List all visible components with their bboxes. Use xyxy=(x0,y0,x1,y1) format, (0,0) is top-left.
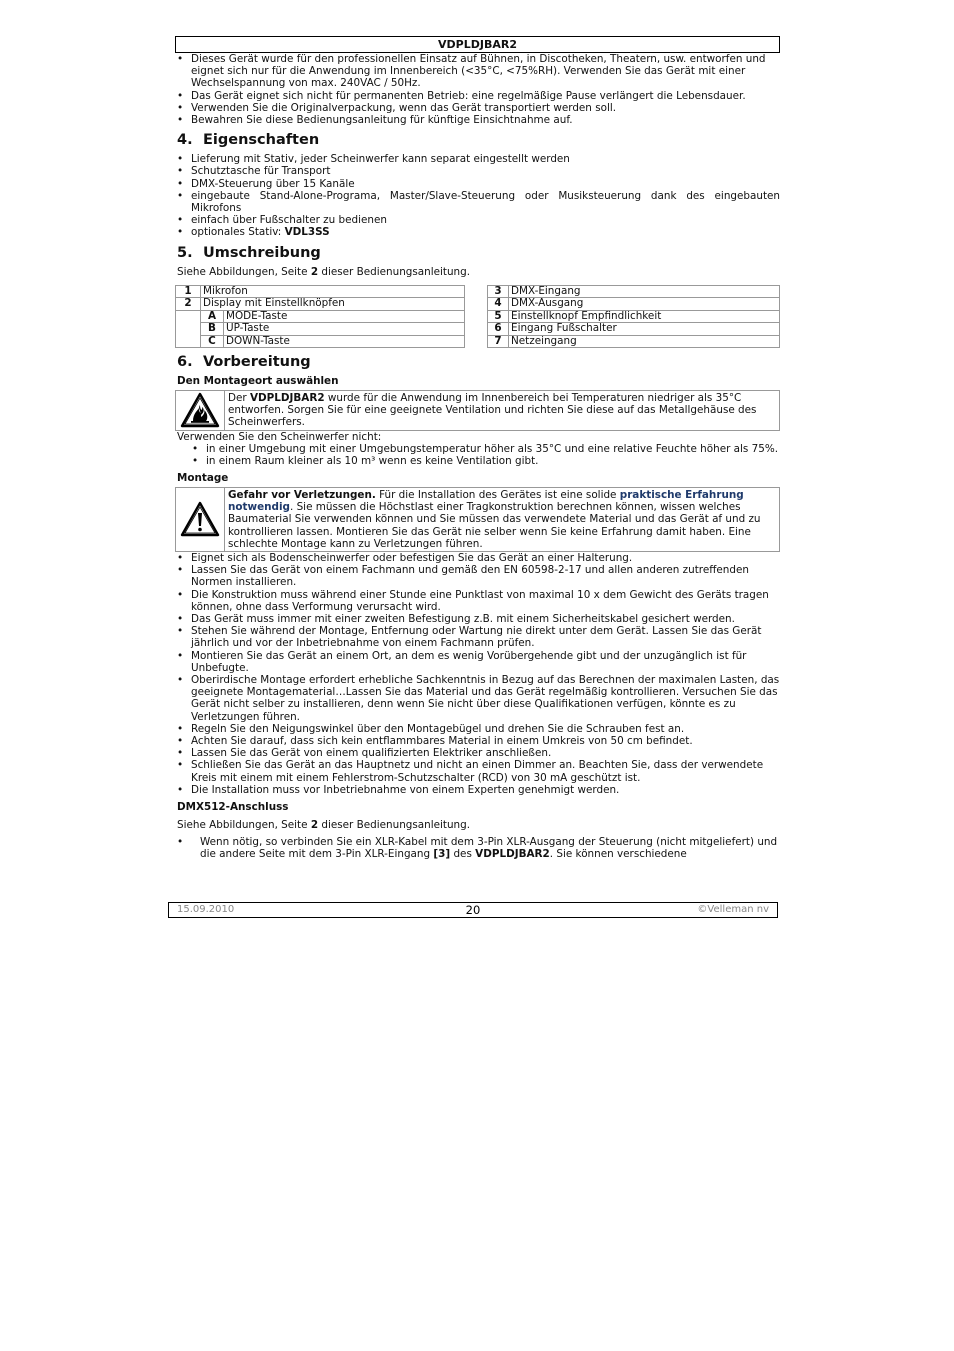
warning-text: Der VDPLDJBAR2 wurde für die Anwendung im Innenbereich bei Temperaturen niedriger als 35°C entworfen. Sorgen Sie für eine geeignete Ventilation und richten Sie diese auf das Metallgehäuse des Scheinwerfers. xyxy=(228,391,757,429)
list-item: • Wenn nötig, so verbinden Sie ein XLR-Kabel mit dem 3-Pin XLR-Ausgang der Steuerung (nicht mitgeliefert) und die andere Seite mit dem 3-Pin XLR-Eingang [3] des VDPLDJBAR2. Sie können verschiedene xyxy=(175,836,780,860)
features-list xyxy=(175,153,780,238)
footer-copyright: ©Velleman nv xyxy=(697,904,769,915)
intro-list xyxy=(175,53,780,126)
table-row: B UP-Taste xyxy=(176,323,465,336)
list-item: • Bewahren Sie diese Bedienungsanleitung für künftige Einsichtnahme auf. xyxy=(175,114,780,126)
parts-table-right xyxy=(487,285,780,349)
document-page xyxy=(175,36,780,860)
restriction-list xyxy=(175,443,780,467)
list-item: • Das Gerät eignet sich nicht für permanenten Betrieb: eine regelmäßige Pause verlängert die Lebensdauer. xyxy=(175,90,780,102)
list-item: • Regeln Sie den Neigungswinkel über den Montagebügel und drehen Sie die Schrauben fest an. xyxy=(175,723,780,735)
list-item: • eingebaute Stand-Alone-Programa, Master/Slave-Steuerung oder Musiksteuerung dank des eingebauten Mikrofons xyxy=(175,190,780,214)
list-item: • optionales Stativ: VDL3SS xyxy=(175,226,780,238)
table-row: 1 Mikrofon xyxy=(176,285,465,298)
table-row: 4 DMX-Ausgang xyxy=(488,298,780,311)
list-item: • Stehen Sie während der Montage, Entfernung oder Wartung nie direkt unter dem Gerät. Lassen Sie das Gerät jährlich und vor der Inbetriebnahme von einem Fachmann prüfen. xyxy=(175,625,780,649)
list-item: • Lassen Sie das Gerät von einem qualifizierten Elektriker anschließen. xyxy=(175,747,780,759)
section-heading-umschreibung: 5. Umschreibung xyxy=(177,244,321,261)
list-item: • einfach über Fußschalter zu bedienen xyxy=(175,214,780,226)
list-item: • Die Konstruktion muss während einer Stunde eine Punktlast von maximal 10 x dem Gewicht des Geräts tragen können, ohne dass Verformung verursacht wird. xyxy=(175,589,780,613)
page-footer xyxy=(168,902,778,918)
warning-box-temperature xyxy=(175,390,780,431)
section-heading-eigenschaften: 4. Eigenschaften xyxy=(177,132,320,149)
table-row: A MODE-Taste xyxy=(176,310,465,323)
figure-reference: Siehe Abbildungen, Seite 2 dieser Bedienungsanleitung. xyxy=(177,818,471,831)
warning-text: Gefahr vor Verletzungen. Für die Installation des Gerätes ist eine solide praktische Erfahrung notwendig. Sie müssen die Höchstlast einer Tragkonstruktion berechnen können, wissen welches Baumaterial Sie verwenden können und Sie müssen das verwendete Material und das Gerät af und zu kontrollieren lassen. Montieren Sie das Gerät nie selber wenn Sie keine Erfahrung damit haben. Eine schlechte Montage kann zu Verletzungen führen. xyxy=(228,488,761,550)
list-item: • Das Gerät muss immer mit einer zweiten Befestigung z.B. mit einem Sicherheitskabel gesichert werden. xyxy=(175,613,780,625)
table-row: C DOWN-Taste xyxy=(176,335,465,348)
list-item: • Montieren Sie das Gerät an einem Ort, an dem es wenig Vorübergehende gibt und der unzugänglich ist für Unbefugte. xyxy=(175,650,780,674)
exclamation-warning-icon xyxy=(176,488,225,551)
flammable-warning-icon xyxy=(176,391,225,430)
parts-tables xyxy=(175,285,780,349)
footer-date: 15.09.2010 xyxy=(177,904,235,915)
list-item: • Schließen Sie das Gerät an das Hauptnetz und nicht an einen Dimmer an. Beachten Sie, dass der verwendete Kreis mit einem mit einem Fehlerstrom-Schutzschalter (RCD) von 30 mA geschützt ist. xyxy=(175,759,780,783)
table-row: 7 Netzeingang xyxy=(488,335,780,348)
list-item: • Achten Sie darauf, dass sich kein entflammbares Material in einem Umkreis von 50 cm befindet. xyxy=(175,735,780,747)
subheading-montageort: Den Montageort auswählen xyxy=(177,375,339,388)
list-item: • Dieses Gerät wurde für den professionellen Einsatz auf Bühnen, in Discotheken, Theatern, usw. entworfen und eignet sich nur für die Anwendung im Innenbereich (<35°C, <75%RH). Verwenden Sie das Gerät mit einer Wechselspannung von max. 240VAC / 50Hz. xyxy=(175,53,780,90)
table-row: 5 Einstellknopf Empfindlichkeit xyxy=(488,310,780,323)
list-item: • Schutztasche für Transport xyxy=(175,165,780,177)
list-item: • in einer Umgebung mit einer Umgebungstemperatur höher als 35°C und eine relative Feuchte höher als 75%. xyxy=(175,443,780,455)
warning-box-injury xyxy=(175,487,780,552)
parts-table-left xyxy=(175,285,465,349)
list-item: • Die Installation muss vor Inbetriebnahme von einem Experten genehmigt werden. xyxy=(175,784,780,796)
subheading-dmx: DMX512-Anschluss xyxy=(177,801,289,814)
list-item: • Lassen Sie das Gerät von einem Fachmann und gemäß den EN 60598-2-17 und allen anderen zutreffenden Normen installieren. xyxy=(175,564,780,588)
montage-list xyxy=(175,552,780,796)
list-item: • in einem Raum kleiner als 10 m³ wenn es keine Ventilation gibt. xyxy=(175,455,780,467)
table-row: 2 Display mit Einstellknöpfen xyxy=(176,298,465,311)
figure-reference: Siehe Abbildungen, Seite 2 dieser Bedienungsanleitung. xyxy=(177,265,471,278)
list-item: • Lieferung mit Stativ, jeder Scheinwerfer kann separat eingestellt werden xyxy=(175,153,780,165)
list-item: • Eignet sich als Bodenscheinwerfer oder befestigen Sie das Gerät an einer Halterung. xyxy=(175,552,780,564)
list-item: • Oberirdische Montage erfordert erhebliche Sachkenntnis in Bezug auf das Berechnen der maximalen Lasten, das geeignete Montagematerial…Lassen Sie das Material und das Gerät regelmäßig kontrollieren. Versuchen Sie das Gerät nicht selber zu installieren, denn wenn Sie nicht über diese Qualifikationen verfügen, könnte es zu Verletzungen führen. xyxy=(175,674,780,723)
list-item: • Verwenden Sie die Originalverpackung, wenn das Gerät transportiert werden soll. xyxy=(175,102,780,114)
dmx-list xyxy=(175,836,780,860)
subheading-montage: Montage xyxy=(177,472,229,485)
page-number: 20 xyxy=(465,903,481,917)
table-row: 3 DMX-Eingang xyxy=(488,285,780,298)
usage-restriction-intro: Verwenden Sie den Scheinwerfer nicht: xyxy=(177,430,382,443)
list-item: • DMX-Steuerung über 15 Kanäle xyxy=(175,178,780,190)
section-heading-vorbereitung: 6. Vorbereitung xyxy=(177,354,311,371)
table-row: 6 Eingang Fußschalter xyxy=(488,323,780,336)
header-title: VDPLDJBAR2 xyxy=(175,36,780,53)
